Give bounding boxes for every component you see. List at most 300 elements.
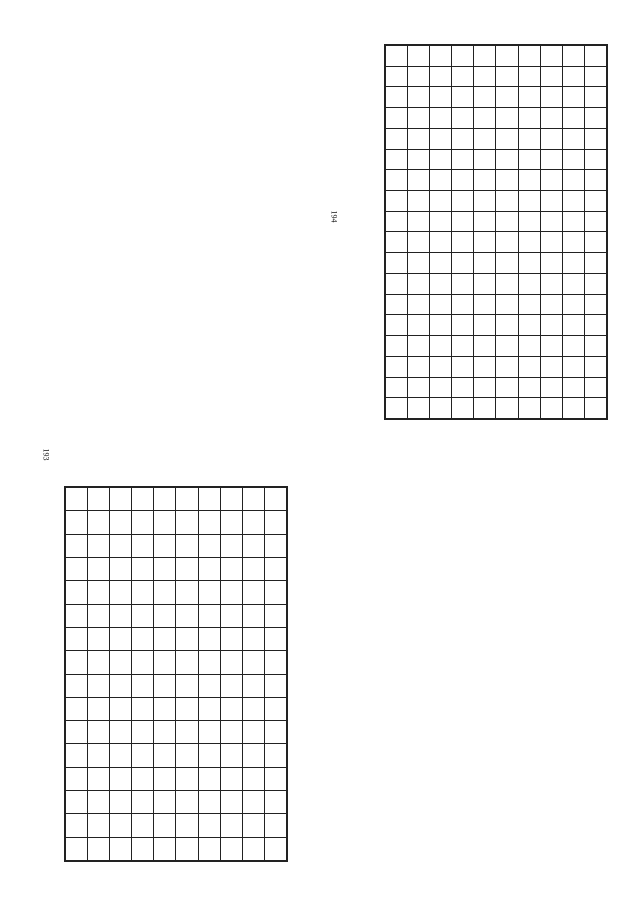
table-cell	[154, 627, 176, 650]
table-cell	[220, 557, 242, 580]
table-cell	[562, 398, 584, 419]
table-cell	[66, 604, 88, 627]
table-cell	[562, 170, 584, 191]
table-cell	[430, 108, 452, 129]
table-cell	[430, 356, 452, 377]
table-cell	[66, 488, 88, 511]
table-cell	[540, 211, 562, 232]
table-cell	[66, 767, 88, 790]
table-cell	[110, 791, 132, 814]
table-cell	[474, 128, 496, 149]
table-cell	[386, 66, 408, 87]
table-cell	[264, 814, 286, 837]
table-cell	[198, 721, 220, 744]
table-cell	[88, 557, 110, 580]
table-cell	[584, 191, 606, 212]
table-cell	[176, 488, 198, 511]
table-cell	[562, 108, 584, 129]
table-cell	[496, 273, 518, 294]
table-cell	[584, 253, 606, 274]
table-cell	[242, 627, 264, 650]
table-cell	[540, 294, 562, 315]
table-cell	[88, 767, 110, 790]
table-cell	[88, 534, 110, 557]
table-cell	[242, 488, 264, 511]
table-cell	[220, 627, 242, 650]
budget-table-page-194	[384, 44, 608, 420]
table-cell	[540, 170, 562, 191]
table-cell	[154, 651, 176, 674]
table-cell	[386, 128, 408, 149]
table-cell	[474, 336, 496, 357]
table-cell	[198, 697, 220, 720]
table-cell	[198, 488, 220, 511]
table-cell	[66, 837, 88, 860]
table-cell	[518, 128, 540, 149]
table-cell	[540, 273, 562, 294]
table-cell	[88, 814, 110, 837]
table-cell	[220, 534, 242, 557]
table-cell	[518, 294, 540, 315]
table-cell	[242, 721, 264, 744]
table-cell	[408, 170, 430, 191]
table-cell	[518, 377, 540, 398]
table-row	[386, 170, 607, 191]
table-cell	[66, 697, 88, 720]
table-cell	[540, 87, 562, 108]
table-cell	[132, 791, 154, 814]
table-row	[386, 66, 607, 87]
table-cell	[154, 604, 176, 627]
table-cell	[386, 294, 408, 315]
table-cell	[430, 315, 452, 336]
table-cell	[242, 534, 264, 557]
table-cell	[496, 336, 518, 357]
table-cell	[562, 377, 584, 398]
table-cell	[518, 253, 540, 274]
table-cell	[408, 294, 430, 315]
table-cell	[386, 149, 408, 170]
table-cell	[154, 744, 176, 767]
table-cell	[430, 128, 452, 149]
table-cell	[198, 557, 220, 580]
table-cell	[242, 814, 264, 837]
table-cell	[584, 294, 606, 315]
table-cell	[110, 744, 132, 767]
table-cell	[386, 253, 408, 274]
table-cell	[386, 356, 408, 377]
table-cell	[452, 149, 474, 170]
table-cell	[408, 128, 430, 149]
table-cell	[66, 534, 88, 557]
table-cell	[584, 377, 606, 398]
table-row	[66, 674, 287, 697]
table-cell	[496, 108, 518, 129]
table-cell	[496, 253, 518, 274]
table-cell	[562, 46, 584, 67]
table-cell	[518, 108, 540, 129]
table-cell	[474, 191, 496, 212]
table-cell	[176, 721, 198, 744]
table-cell	[584, 315, 606, 336]
table-cell	[584, 149, 606, 170]
table-cell	[540, 253, 562, 274]
table-cell	[408, 191, 430, 212]
table-cell	[132, 814, 154, 837]
table-cell	[562, 191, 584, 212]
table-cell	[452, 273, 474, 294]
table-cell	[540, 232, 562, 253]
table-cell	[540, 46, 562, 67]
table-cell	[496, 377, 518, 398]
table-cell	[110, 674, 132, 697]
table-cell	[562, 128, 584, 149]
table-cell	[66, 674, 88, 697]
table-cell	[408, 87, 430, 108]
table-cell	[132, 744, 154, 767]
table-cell	[220, 814, 242, 837]
table-cell	[242, 791, 264, 814]
table-cell	[584, 87, 606, 108]
table-cell	[386, 336, 408, 357]
table-cell	[264, 651, 286, 674]
table-cell	[154, 697, 176, 720]
table-cell	[132, 534, 154, 557]
table-cell	[132, 627, 154, 650]
table-cell	[584, 273, 606, 294]
table-cell	[264, 581, 286, 604]
table-cell	[264, 627, 286, 650]
table-row	[66, 581, 287, 604]
table-cell	[474, 87, 496, 108]
table-cell	[88, 511, 110, 534]
table-cell	[562, 273, 584, 294]
table-cell	[496, 232, 518, 253]
table-cell	[110, 581, 132, 604]
table-row	[66, 651, 287, 674]
table-cell	[132, 697, 154, 720]
table-cell	[220, 488, 242, 511]
table-cell	[540, 149, 562, 170]
table-cell	[408, 46, 430, 67]
table-cell	[474, 253, 496, 274]
table-cell	[430, 377, 452, 398]
table-row	[386, 128, 607, 149]
table-cell	[562, 87, 584, 108]
table-cell	[110, 511, 132, 534]
table-cell	[452, 294, 474, 315]
table-cell	[132, 557, 154, 580]
table-cell	[220, 511, 242, 534]
table-cell	[242, 557, 264, 580]
table-cell	[88, 697, 110, 720]
table-cell	[198, 767, 220, 790]
table-cell	[176, 674, 198, 697]
table-cell	[430, 87, 452, 108]
table-cell	[220, 697, 242, 720]
table-cell	[496, 149, 518, 170]
table-cell	[408, 149, 430, 170]
table-cell	[518, 356, 540, 377]
table-row	[66, 837, 287, 860]
table-cell	[66, 651, 88, 674]
table-cell	[66, 557, 88, 580]
table-cell	[88, 837, 110, 860]
table-cell	[386, 211, 408, 232]
table-cell	[88, 721, 110, 744]
table-cell	[176, 581, 198, 604]
table-cell	[176, 791, 198, 814]
table-cell	[474, 377, 496, 398]
table-cell	[154, 837, 176, 860]
table-cell	[540, 336, 562, 357]
table-cell	[176, 837, 198, 860]
table-cell	[220, 604, 242, 627]
table-cell	[386, 398, 408, 419]
table-cell	[132, 674, 154, 697]
table-cell	[132, 488, 154, 511]
table-cell	[584, 170, 606, 191]
table-cell	[176, 511, 198, 534]
table-cell	[408, 108, 430, 129]
table-cell	[474, 232, 496, 253]
table-cell	[474, 211, 496, 232]
table-cell	[198, 511, 220, 534]
table-cell	[452, 128, 474, 149]
table-cell	[176, 534, 198, 557]
table-cell	[154, 557, 176, 580]
table-row	[66, 697, 287, 720]
table-cell	[66, 814, 88, 837]
table-cell	[452, 108, 474, 129]
table-cell	[88, 604, 110, 627]
table-cell	[562, 294, 584, 315]
table-cell	[584, 108, 606, 129]
table-cell	[562, 149, 584, 170]
page-number-193: 193	[41, 448, 51, 461]
table-row	[66, 627, 287, 650]
table-cell	[220, 767, 242, 790]
table-cell	[540, 398, 562, 419]
table-cell	[110, 534, 132, 557]
table-cell	[176, 767, 198, 790]
table-cell	[474, 46, 496, 67]
table-cell	[518, 46, 540, 67]
table-cell	[474, 315, 496, 336]
table-cell	[88, 674, 110, 697]
table-cell	[386, 170, 408, 191]
table-cell	[264, 534, 286, 557]
table-cell	[408, 377, 430, 398]
table-cell	[430, 336, 452, 357]
table-cell	[496, 398, 518, 419]
table-cell	[198, 837, 220, 860]
table-cell	[386, 315, 408, 336]
table-row	[386, 356, 607, 377]
table-row	[386, 191, 607, 212]
table-cell	[88, 791, 110, 814]
table-cell	[132, 604, 154, 627]
table-row	[66, 534, 287, 557]
table-cell	[496, 294, 518, 315]
table-cell	[452, 46, 474, 67]
table-cell	[242, 767, 264, 790]
table-cell	[198, 744, 220, 767]
table-cell	[408, 211, 430, 232]
table-row	[66, 744, 287, 767]
table-cell	[452, 232, 474, 253]
table-cell	[496, 211, 518, 232]
table-cell	[154, 488, 176, 511]
table-cell	[518, 170, 540, 191]
table-cell	[264, 511, 286, 534]
table-row	[66, 721, 287, 744]
table-cell	[132, 581, 154, 604]
table-cell	[430, 273, 452, 294]
table-row	[66, 604, 287, 627]
table-cell	[88, 581, 110, 604]
table-cell	[584, 398, 606, 419]
table-cell	[154, 674, 176, 697]
table-cell	[386, 232, 408, 253]
table-cell	[496, 356, 518, 377]
table-cell	[408, 66, 430, 87]
table-cell	[264, 697, 286, 720]
table-cell	[242, 837, 264, 860]
table-cell	[386, 273, 408, 294]
table-cell	[198, 651, 220, 674]
table-cell	[198, 534, 220, 557]
table-cell	[386, 87, 408, 108]
table-cell	[176, 651, 198, 674]
table-cell	[452, 336, 474, 357]
table-row	[386, 211, 607, 232]
table-cell	[66, 721, 88, 744]
table-cell	[452, 66, 474, 87]
table-cell	[110, 721, 132, 744]
table-row	[66, 511, 287, 534]
table-cell	[242, 674, 264, 697]
table-cell	[154, 767, 176, 790]
table-cell	[430, 66, 452, 87]
table-cell	[408, 398, 430, 419]
table-cell	[132, 837, 154, 860]
table-cell	[176, 744, 198, 767]
table-cell	[518, 211, 540, 232]
table-cell	[110, 837, 132, 860]
table-row	[386, 149, 607, 170]
table-cell	[584, 232, 606, 253]
table-row	[66, 814, 287, 837]
table-row	[386, 232, 607, 253]
table-cell	[264, 837, 286, 860]
table-cell	[386, 191, 408, 212]
table-cell	[88, 744, 110, 767]
table-cell	[110, 697, 132, 720]
table-cell	[264, 744, 286, 767]
table-cell	[110, 767, 132, 790]
table-cell	[408, 273, 430, 294]
table-cell	[518, 87, 540, 108]
table-cell	[474, 149, 496, 170]
table-row	[386, 294, 607, 315]
table-cell	[562, 253, 584, 274]
table-cell	[242, 697, 264, 720]
page-number-194: 194	[329, 210, 339, 223]
table-cell	[220, 837, 242, 860]
table-cell	[452, 191, 474, 212]
table-cell	[430, 170, 452, 191]
table-cell	[584, 336, 606, 357]
table-cell	[452, 377, 474, 398]
table-cell	[198, 674, 220, 697]
table-cell	[562, 356, 584, 377]
table-row	[386, 377, 607, 398]
table-cell	[408, 336, 430, 357]
table-cell	[584, 356, 606, 377]
table-cell	[540, 315, 562, 336]
table-cell	[264, 721, 286, 744]
table-cell	[66, 744, 88, 767]
table-cell	[474, 170, 496, 191]
table-cell	[198, 604, 220, 627]
table-cell	[496, 128, 518, 149]
table-cell	[518, 191, 540, 212]
table-cell	[562, 66, 584, 87]
table-cell	[242, 604, 264, 627]
table-cell	[66, 791, 88, 814]
table-cell	[220, 674, 242, 697]
table-cell	[496, 170, 518, 191]
table-cell	[110, 604, 132, 627]
table-row	[386, 273, 607, 294]
table-cell	[452, 315, 474, 336]
table-cell	[220, 791, 242, 814]
table-cell	[198, 814, 220, 837]
table-cell	[430, 46, 452, 67]
table-cell	[452, 211, 474, 232]
table-cell	[198, 581, 220, 604]
table-cell	[242, 581, 264, 604]
table-row	[386, 108, 607, 129]
table-row	[66, 557, 287, 580]
table-row	[386, 336, 607, 357]
table-cell	[220, 651, 242, 674]
table-cell	[408, 315, 430, 336]
table-cell	[452, 398, 474, 419]
table-cell	[430, 149, 452, 170]
table-cell	[154, 511, 176, 534]
table-cell	[176, 557, 198, 580]
table-cell	[474, 398, 496, 419]
table-cell	[540, 108, 562, 129]
table-cell	[88, 488, 110, 511]
table-cell	[408, 232, 430, 253]
table-cell	[110, 488, 132, 511]
table-cell	[584, 66, 606, 87]
table-cell	[132, 721, 154, 744]
table-cell	[110, 814, 132, 837]
table-cell	[66, 627, 88, 650]
table-cell	[474, 108, 496, 129]
table-cell	[496, 46, 518, 67]
table-cell	[562, 211, 584, 232]
table-cell	[242, 511, 264, 534]
table-cell	[110, 651, 132, 674]
table-cell	[430, 232, 452, 253]
table-cell	[496, 191, 518, 212]
table-row	[66, 488, 287, 511]
